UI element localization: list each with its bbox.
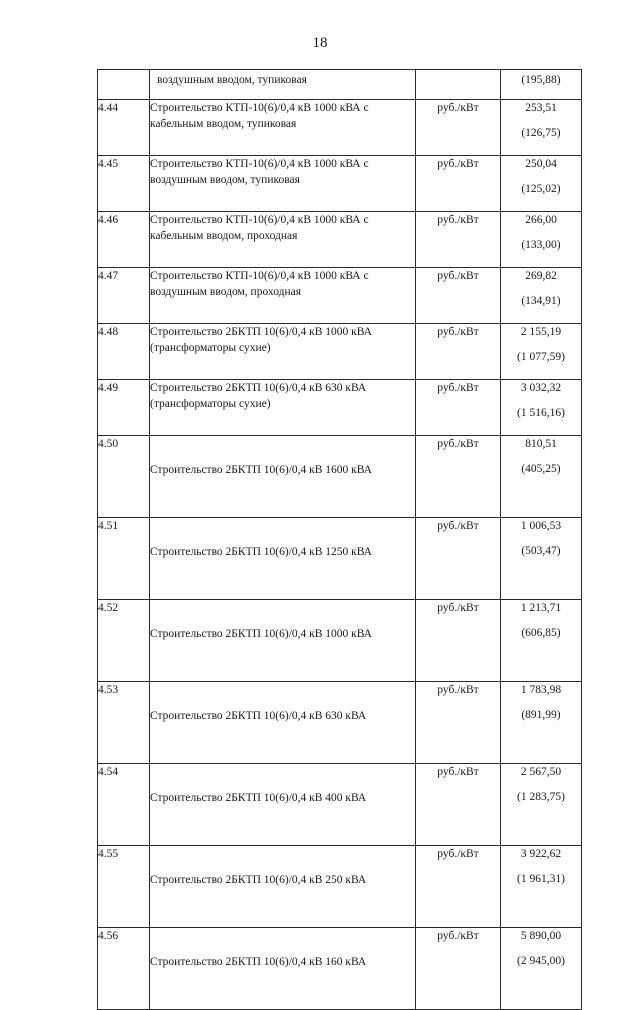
cell-description: Строительство 2БКТП 10(6)/0,4 кВ 1250 кВА: [150, 518, 416, 600]
table-row: [98, 268, 582, 324]
cell-unit: руб./кВт: [416, 436, 501, 518]
cell-unit: руб./кВт: [416, 682, 501, 764]
cell-description: Строительство 2БКТП 10(6)/0,4 кВ 250 кВА: [150, 846, 416, 928]
value-sub: (125,02): [521, 183, 561, 195]
value-sub: (133,00): [521, 239, 561, 251]
value-sub: (134,91): [521, 295, 561, 307]
cell-num: 4.52: [98, 600, 150, 682]
value-sub: (1 516,16): [517, 407, 565, 419]
value-sub: (1 283,75): [517, 791, 565, 803]
cell-num: 4.45: [98, 156, 150, 212]
cell-num: 4.48: [98, 324, 150, 380]
cell-description: Строительство 2БКТП 10(6)/0,4 кВ 1000 кВА: [150, 600, 416, 682]
table-row: [98, 100, 582, 156]
value-sub: (1 077,59): [517, 351, 565, 363]
cell-value: [501, 268, 582, 324]
cell-num: [98, 70, 150, 100]
table-row: [98, 324, 582, 380]
table-row: [98, 846, 582, 928]
cell-num: 4.47: [98, 268, 150, 324]
cell-unit: руб./кВт: [416, 928, 501, 1010]
value-main: 269,82: [525, 270, 557, 282]
cell-value: [501, 70, 582, 100]
cell-description: Строительство КТП-10(6)/0,4 кВ 1000 кВА с воздушным вводом, проходная: [150, 268, 416, 324]
value-main: 1 783,98: [520, 684, 562, 696]
cell-unit: руб./кВт: [416, 846, 501, 928]
cell-unit: руб./кВт: [416, 100, 501, 156]
cell-description: Строительство 2БКТП 10(6)/0,4 кВ 160 кВА: [150, 928, 416, 1010]
cell-num: 4.54: [98, 764, 150, 846]
value-sub: (405,25): [521, 463, 561, 475]
table-row: [98, 928, 582, 1010]
cell-value: [501, 100, 582, 156]
value-main: 1 213,71: [520, 602, 562, 614]
cell-value: [501, 212, 582, 268]
value-sub: (2 945,00): [517, 955, 565, 967]
cell-unit: руб./кВт: [416, 212, 501, 268]
table-row: [98, 156, 582, 212]
value-sub: (606,85): [521, 627, 561, 639]
cell-num: 4.53: [98, 682, 150, 764]
cell-unit: руб./кВт: [416, 268, 501, 324]
cell-description: воздушным вводом, тупиковая: [150, 70, 416, 100]
cell-value: [501, 846, 582, 928]
cell-value: [501, 600, 582, 682]
cell-description: Строительство 2БКТП 10(6)/0,4 кВ 1600 кВА: [150, 436, 416, 518]
continuation-row: [98, 70, 582, 100]
cell-description: Строительство 2БКТП 10(6)/0,4 кВ 1000 кВА (трансформаторы сухие): [150, 324, 416, 380]
value-main: 5 890,00: [520, 930, 562, 942]
value-sub: (195,88): [521, 74, 561, 86]
value-main: 2 567,50: [520, 766, 562, 778]
value-main: 2 155,19: [520, 326, 562, 338]
cell-unit: руб./кВт: [416, 380, 501, 436]
cell-description: Строительство КТП-10(6)/0,4 кВ 1000 кВА с кабельным вводом, тупиковая: [150, 100, 416, 156]
cell-description: Строительство 2БКТП 10(6)/0,4 кВ 400 кВА: [150, 764, 416, 846]
table-row: [98, 518, 582, 600]
cell-value: [501, 380, 582, 436]
table-row: [98, 380, 582, 436]
table-row: [98, 764, 582, 846]
value-sub: (126,75): [521, 127, 561, 139]
page-number: 18: [312, 35, 328, 51]
cell-value: [501, 324, 582, 380]
cell-value: [501, 518, 582, 600]
cell-unit: [416, 70, 501, 100]
cell-num: 4.55: [98, 846, 150, 928]
cell-value: [501, 928, 582, 1010]
cell-num: 4.50: [98, 436, 150, 518]
cell-num: 4.46: [98, 212, 150, 268]
cell-value: [501, 436, 582, 518]
cell-num: 4.51: [98, 518, 150, 600]
cell-value: [501, 764, 582, 846]
cell-unit: руб./кВт: [416, 156, 501, 212]
tariff-table: [97, 69, 582, 1010]
value-main: 3 922,62: [520, 848, 562, 860]
cell-description: Строительство 2БКТП 10(6)/0,4 кВ 630 кВА: [150, 682, 416, 764]
value-main: 810,51: [525, 438, 557, 450]
cell-description: Строительство КТП-10(6)/0,4 кВ 1000 кВА с воздушным вводом, тупиковая: [150, 156, 416, 212]
cell-unit: руб./кВт: [416, 324, 501, 380]
table-row: [98, 212, 582, 268]
value-main: 250,04: [525, 158, 557, 170]
cell-value: [501, 156, 582, 212]
cell-num: 4.56: [98, 928, 150, 1010]
cell-description: Строительство КТП-10(6)/0,4 кВ 1000 кВА с кабельным вводом, проходная: [150, 212, 416, 268]
cell-unit: руб./кВт: [416, 600, 501, 682]
value-sub: (503,47): [521, 545, 561, 557]
cell-unit: руб./кВт: [416, 518, 501, 600]
cell-value: [501, 682, 582, 764]
value-main: 253,51: [525, 102, 557, 114]
cell-num: 4.49: [98, 380, 150, 436]
value-main: 3 032,32: [520, 382, 562, 394]
cell-description: Строительство 2БКТП 10(6)/0,4 кВ 630 кВА (трансформаторы сухие): [150, 380, 416, 436]
table-row: [98, 682, 582, 764]
table-row: [98, 600, 582, 682]
value-main: 1 006,53: [520, 520, 562, 532]
value-sub: (1 961,31): [517, 873, 565, 885]
cell-unit: руб./кВт: [416, 764, 501, 846]
table-row: [98, 436, 582, 518]
value-sub: (891,99): [521, 709, 561, 721]
value-main: 266,00: [525, 214, 557, 226]
cell-num: 4.44: [98, 100, 150, 156]
